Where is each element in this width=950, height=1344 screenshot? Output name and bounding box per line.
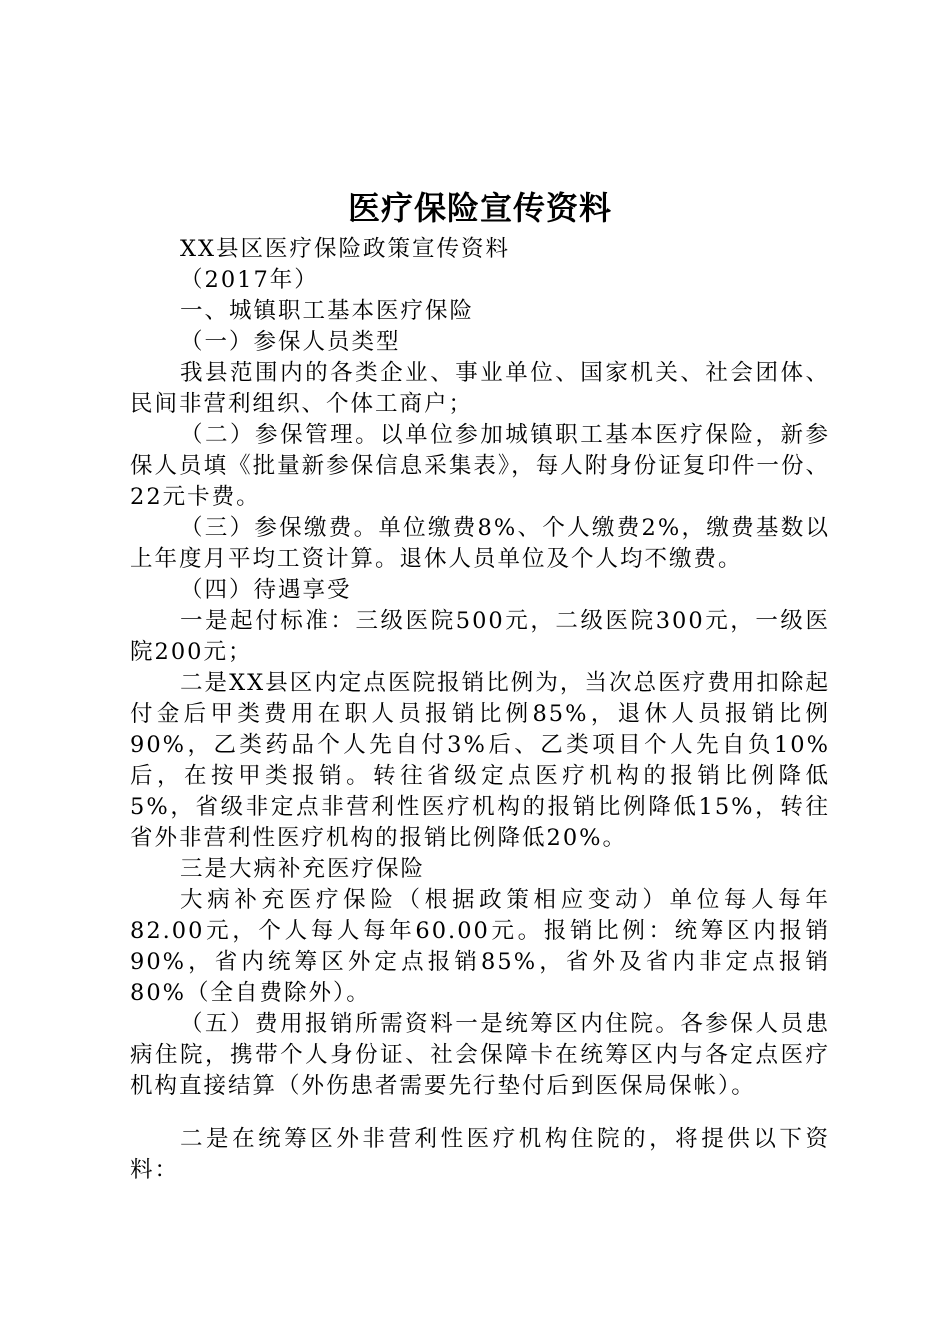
document-body <box>130 234 830 1186</box>
subsection-heading-benefits: （四）待遇享受 <box>180 577 352 603</box>
section-heading-employee-insurance: 一、城镇职工基本医疗保险 <box>180 298 475 324</box>
paragraph-critical-illness: 大病补充医疗保险（根据政策相应变动）单位每人每年82.00元，个人每人每年60.00元。报销比例：统筹区内报销90%，省内统筹区外定点报销85%，省外及省内非定点报销80%（全自费除外）。 <box>130 887 830 1006</box>
paragraph-subtitle: XX县区医疗保险政策宣传资料 <box>180 236 511 262</box>
paragraph-insured-types: 我县范围内的各类企业、事业单位、国家机关、社会团体、民间非营利组织、个体工商户； <box>130 360 830 417</box>
paragraph-enrollment-management: （二）参保管理。以单位参加城镇职工基本医疗保险，新参保人员填《批量新参保信息采集表》，每人附身份证复印件一份、22元卡费。 <box>130 422 830 510</box>
paragraph-contributions: （三）参保缴费。单位缴费8%、个人缴费2%，缴费基数以上年度月平均工资计算。退休人员单位及个人均不缴费。 <box>130 515 830 572</box>
paragraph-deductible: 一是起付标准：三级医院500元，二级医院300元，一级医院200元； <box>130 608 830 665</box>
paragraph-reimbursement-rates: 二是XX县区内定点医院报销比例为，当次总医疗费用扣除起付金后甲类费用在职人员报销比例85%，退休人员报销比例90%，乙类药品个人先自付3%后、乙类项目个人先自负10%后，在按甲类报销。转往省级定点医疗机构的报销比例降低5%，省级非定点非营利性医疗机构的报销比例降低15%，转往省外非营利性医疗机构的报销比例降低20%。 <box>130 670 830 851</box>
paragraph-required-documents: （五）费用报销所需资料一是统筹区内住院。各参保人员患病住院，携带个人身份证、社会保障卡在统筹区内与各定点医疗机构直接结算（外伤患者需要先行垫付后到医保局保帐）。 <box>130 1011 830 1099</box>
document-title: 医疗保险宣传资料 <box>347 189 612 227</box>
document-page <box>130 188 830 1186</box>
paragraph-critical-illness-heading: 三是大病补充医疗保险 <box>180 856 426 882</box>
paragraph-outside-area: 二是在统筹区外非营利性医疗机构住院的，将提供以下资料： <box>130 1126 830 1183</box>
subsection-heading-insured-types: （一）参保人员类型 <box>180 329 401 355</box>
paragraph-year: （2017年） <box>180 267 319 293</box>
